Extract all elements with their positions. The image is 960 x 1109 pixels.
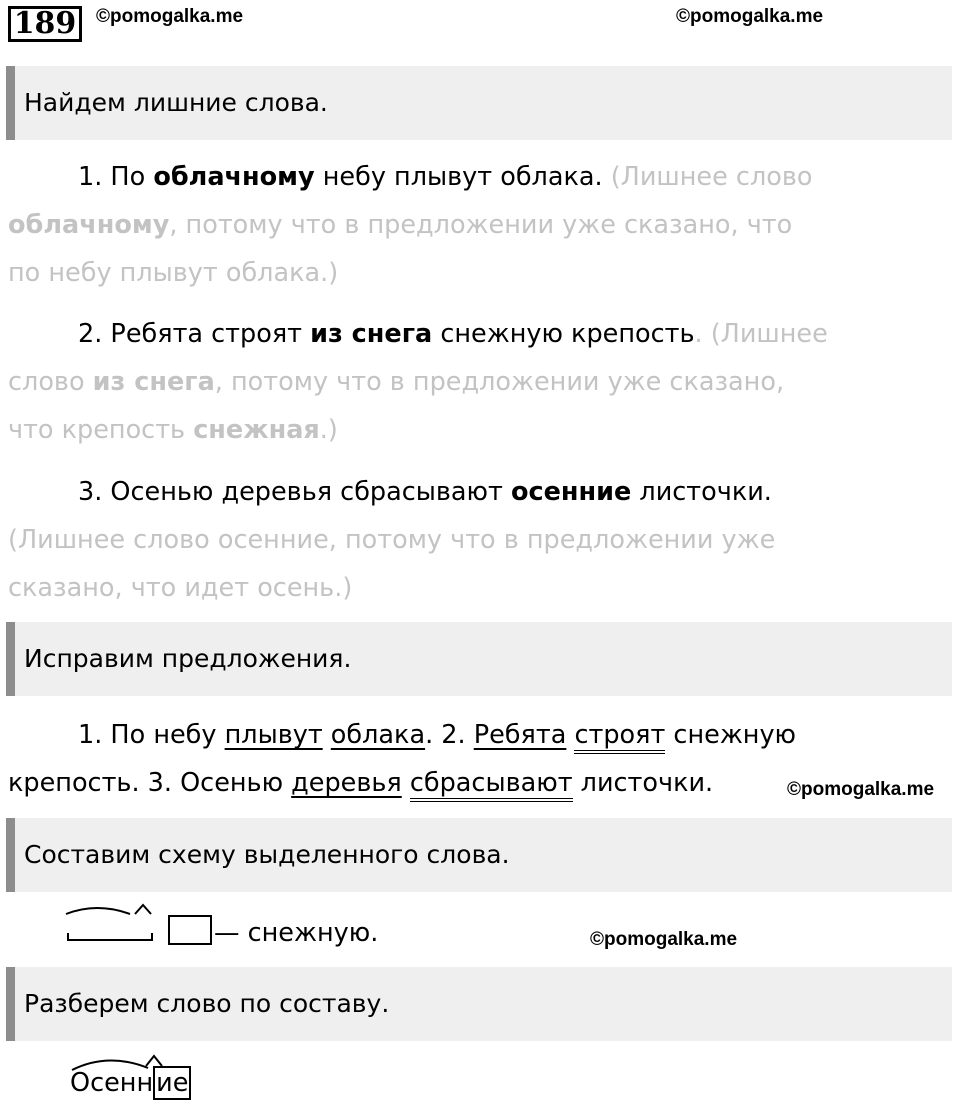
- ending-box-mark: [169, 916, 211, 944]
- subject-derevya: деревья: [291, 768, 402, 798]
- item1-line3: по небу плывут облака.): [8, 258, 339, 288]
- item3-line2: (Лишнее слово осенние, потому что в предложении уже: [8, 525, 776, 555]
- predicate-sbrasyvayut: сбрасывают: [410, 768, 573, 802]
- item3-line1: 3. Осенью деревья сбрасывают осенние листочки.: [78, 477, 772, 507]
- item2-line1: 2. Ребята строят из снега снежную крепость. (Лишнее: [78, 319, 828, 349]
- watermark-mid: ©pomogalka.me: [787, 779, 935, 800]
- subject-oblaka: облака: [330, 720, 426, 750]
- word-ending: ие: [153, 1066, 191, 1100]
- watermark-scheme: ©pomogalka.me: [590, 929, 738, 950]
- item3-line3: сказано, что идет осень.): [8, 573, 353, 603]
- scheme-word: снежную.: [239, 918, 379, 948]
- word-stem: Осенн: [70, 1068, 154, 1098]
- section-heading-morpheme-parse: Разберем слово по составу.: [6, 967, 952, 1041]
- section-heading-find-extra-words: Найдем лишние слова.: [6, 66, 952, 140]
- exercise-number: 189: [8, 6, 82, 42]
- item2-line2: слово из снега, потому что в предложении уже сказано,: [8, 367, 785, 397]
- watermark-right: ©pomogalka.me: [676, 6, 824, 27]
- item1-line1: 1. По облачному небу плывут облака. (Лишнее слово: [78, 162, 813, 192]
- section-heading-word-scheme: Составим схему выделенного слова.: [6, 818, 952, 892]
- suffix-mark: [135, 905, 151, 914]
- suffix-caret: [146, 1056, 162, 1066]
- scheme-text: [214, 918, 378, 948]
- corrected-line1: 1. По небу плывут облака. 2. Ребята строят снежную: [78, 720, 796, 750]
- predicate-stroyat: строят: [574, 720, 665, 754]
- word-scheme-diagram: [60, 900, 220, 950]
- item1-line2: облачному, потому что в предложении уже сказано, что: [8, 210, 793, 240]
- predicate-plyvut: плывут: [224, 720, 323, 750]
- section-heading-correct-sentences: Исправим предложения.: [6, 622, 952, 696]
- root-arc-mark: [66, 908, 130, 914]
- subject-rebyata: Ребята: [473, 720, 567, 750]
- stem-bracket-mark: [68, 933, 152, 940]
- item2-line3: что крепость снежная.): [8, 415, 338, 445]
- corrected-line2: крепость. 3. Осенью деревья сбрасывают листочки.: [8, 768, 713, 798]
- parsed-word: [70, 1068, 191, 1098]
- watermark-left: ©pomogalka.me: [96, 6, 244, 27]
- scheme-dash: —: [214, 918, 240, 948]
